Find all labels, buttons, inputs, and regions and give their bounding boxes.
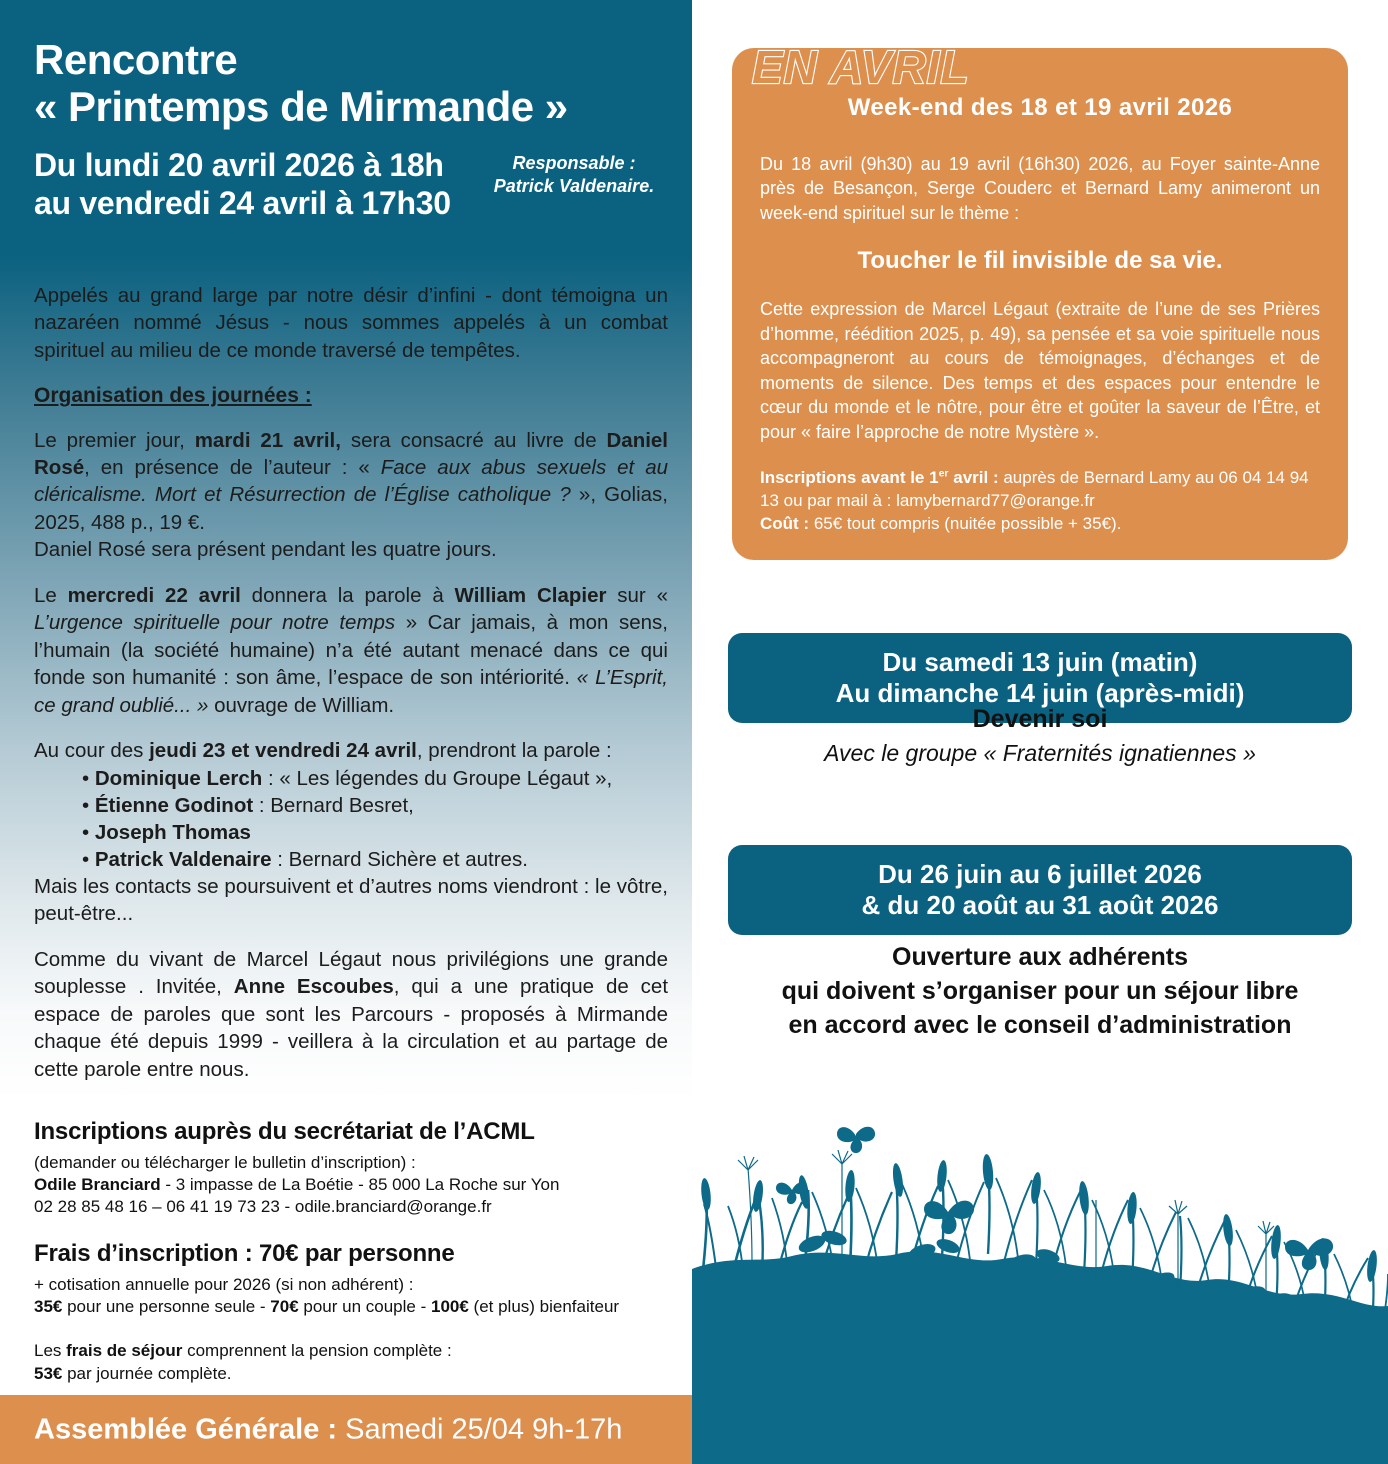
- fee-couple: 70€: [270, 1297, 299, 1317]
- day2-mid1: donnera la parole à: [240, 583, 455, 607]
- day34-dates: jeudi 23 et vendredi 24 avril: [149, 739, 417, 763]
- fees-note: + cotisation annuelle pour 2026 (si non adhérent) :: [34, 1275, 414, 1295]
- day2-post: ouvrage de William.: [208, 693, 395, 717]
- pill2-line2: & du 20 août au 31 août 2026: [861, 890, 1219, 921]
- closing-post: , qui a une pratique de cet espace de paroles que sont les Parcours - proposés à Mirmande chaque été depuis 1999 - veillera à la circulation et au partage de cette parole entre nous.: [34, 975, 669, 1081]
- contact-phone-email: 02 28 85 48 16 – 06 41 19 73 23 - odile.branciard@orange.fr: [34, 1197, 492, 1217]
- assembly-footer-bar: [0, 1395, 692, 1464]
- intro-paragraph: Appelés au grand large par notre désir d’infini - dont témoigna un nazaréen nommé Jésus - nous sommes appelés à un combat spirituel au milieu de ce monde traversé de tempêtes.: [34, 284, 668, 362]
- june-event-group: Avec le groupe « Fraternités ignatiennes »: [824, 740, 1256, 766]
- title-line-2: « Printemps de Mirmande »: [34, 83, 568, 131]
- fees-tiers: [34, 1296, 668, 1318]
- speaker-name: Patrick Valdenaire: [94, 847, 272, 871]
- stay-price-text: par journée complète.: [62, 1363, 232, 1383]
- stay-fees: [34, 1340, 668, 1362]
- weekend-cost: [760, 512, 1320, 535]
- weekend-inscription: [760, 466, 1320, 512]
- page-title: [34, 36, 664, 130]
- assembly-label: Assemblée Générale :: [34, 1413, 338, 1445]
- day34-pre: Au cour des: [34, 739, 150, 763]
- list-item: [82, 819, 668, 846]
- right-column: [692, 0, 1388, 1464]
- day1-author: Daniel Rosé: [34, 428, 669, 479]
- cost-value: 65€ tout compris (nuitée possible + 35€).: [809, 514, 1122, 534]
- summer-line-3: en accord avec le conseil d’administration: [788, 1011, 1292, 1039]
- left-content: [0, 0, 692, 1395]
- speaker-detail: : « Les légendes du Groupe Légaut »,: [262, 766, 613, 790]
- fees-heading: Frais d’inscription : 70€ par personne: [34, 1240, 455, 1268]
- left-column: [0, 0, 692, 1464]
- day34-post: , prendront la parole :: [416, 739, 612, 763]
- day34-after: Mais les contacts se poursuivent et d’autres noms viendront : le vôtre, peut-être...: [34, 874, 668, 926]
- registration-contact: [34, 1174, 668, 1196]
- pill1-line2: Au dimanche 14 juin (après-midi): [835, 678, 1245, 709]
- day1-line2: Daniel Rosé sera présent pendant les quatre jours.: [34, 538, 497, 562]
- day34-intro: [34, 737, 668, 764]
- pill2-line1: Du 26 juin au 6 juillet 2026: [878, 859, 1202, 889]
- responsible-name: Patrick Valdenaire.: [493, 175, 655, 196]
- insc-sup: er: [938, 467, 949, 480]
- april-weekend-box: [732, 48, 1348, 560]
- list-item: [82, 765, 668, 792]
- day1-post: », Golias, 2025, 488 p., 19 €.: [34, 483, 668, 534]
- day1-pre: Le premier jour,: [34, 428, 195, 452]
- title-line-1: Rencontre: [34, 36, 238, 83]
- insc-rest: auprès de Bernard Lamy au 06 04 14 94 13 ou par mail à : lamybernard77@orange.fr: [760, 468, 1309, 511]
- weekend-paragraph-2: Cette expression de Marcel Légaut (extraite de l’une de ses Prières d’homme, réédition 2025, p. 49), sa pensée et sa voie spirituelle nous accompagneront au cours de témoignages, d’échanges et de moments de silence. Des temps et des espaces pour entendre le cœur du monde et le nôtre, pour être et goûter la saveur de l’Être, et pour « faire l’approche de notre Mystère ».: [760, 299, 1320, 442]
- dates-line-2: au vendredi 24 avril à 17h30: [34, 185, 451, 222]
- weekend-theme: Toucher le fil invisible de sa vie.: [857, 247, 1223, 275]
- day1-date: mardi 21 avril,: [194, 428, 341, 452]
- assembly-footer-text: [34, 1413, 622, 1446]
- insc-bold-b: avril :: [948, 468, 999, 488]
- closing-pre: Comme du vivant de Marcel Légaut nous privilégions une grande souplesse . Invitée,: [34, 947, 668, 999]
- grass-illustration: [692, 1094, 1388, 1464]
- june-event-details: [728, 705, 1352, 767]
- day2-speaker: William Clapier: [454, 583, 607, 607]
- day2-topic: L’urgence spirituelle pour notre temps: [34, 611, 396, 635]
- june-event-title: Devenir soi: [972, 705, 1108, 733]
- speakers-list: [34, 765, 668, 873]
- day1-book-title: Face aux abus sexuels et au cléricalisme. Mort et Résurrection de l’Église catholique ?: [34, 456, 668, 507]
- responsible-label: Responsable :: [512, 153, 636, 173]
- summer-line-1: Ouverture aux adhérents: [892, 943, 1188, 971]
- day2-pre: Le: [34, 583, 68, 607]
- responsible-block: [464, 152, 684, 197]
- summer-event-details: [728, 940, 1352, 1042]
- spacer: [34, 1318, 668, 1340]
- stay-pre: Les: [34, 1341, 67, 1361]
- stay-bold: frais de séjour: [66, 1341, 183, 1361]
- en-avril-heading: EN AVRIL: [752, 41, 970, 93]
- fee-benefactor: 100€: [430, 1297, 469, 1317]
- day2-mid3: » Car jamais, à mon sens, l’humain (la société humaine) n’a été autant menacé dans ce qui fonde son humanité : son âme, l’espace de son intériorité.: [34, 611, 668, 690]
- grass-svg: [692, 1094, 1388, 1464]
- butterfly-icon: [837, 1127, 875, 1153]
- dates-line-1: Du lundi 20 avril 2026 à 18h: [34, 147, 444, 184]
- left-body-text: [34, 282, 668, 1101]
- day2-date: mercredi 22 avril: [67, 583, 241, 607]
- stay-price-line: [34, 1363, 668, 1385]
- summer-line-2: qui doivent s’organiser pour un séjour libre: [781, 977, 1299, 1005]
- speaker-name: Étienne Godinot: [94, 793, 254, 817]
- day2-mid2: sur «: [606, 583, 668, 607]
- day1-paragraph: [34, 427, 668, 564]
- spacer: [34, 1218, 668, 1240]
- pill1-line1: Du samedi 13 juin (matin): [882, 647, 1198, 677]
- speaker-name: Dominique Lerch: [94, 766, 263, 790]
- fee-benefactor-text: (et plus) bienfaiteur: [468, 1297, 620, 1317]
- stay-price: 53€: [34, 1363, 63, 1383]
- registration-heading: Inscriptions auprès du secrétariat de l’ACML: [34, 1118, 535, 1145]
- weekend-title: Week-end des 18 et 19 avril 2026: [847, 94, 1233, 121]
- fee-couple-text: pour un couple -: [298, 1297, 431, 1317]
- list-item: [82, 792, 668, 819]
- speaker-name: Joseph Thomas: [94, 820, 251, 844]
- closing-guest: Anne Escoubes: [233, 975, 394, 999]
- registration-note: (demander ou télécharger le bulletin d’inscription) :: [34, 1153, 416, 1172]
- day2-paragraph: [34, 582, 668, 719]
- list-item: [82, 846, 668, 873]
- contact-address: - 3 impasse de La Boétie - 85 000 La Roche sur Yon: [160, 1175, 560, 1195]
- closing-paragraph: [34, 946, 668, 1083]
- day1-mid2: , en présence de l’auteur : «: [84, 456, 370, 479]
- weekend-paragraph: Du 18 avril (9h30) au 19 avril (16h30) 2026, au Foyer sainte-Anne près de Besançon, Serge Couderc et Bernard Lamy animeront un week-end spirituel sur le thème :: [760, 154, 1320, 223]
- contact-name: Odile Branciard: [34, 1175, 161, 1195]
- speaker-detail: : Bernard Sichère et autres.: [271, 847, 528, 871]
- registration-info: [34, 1118, 668, 1385]
- speaker-detail: : Bernard Besret,: [253, 793, 414, 817]
- day1-mid1: sera consacré au livre de: [340, 428, 607, 452]
- summer-dates-pill: [728, 845, 1352, 935]
- stay-post: comprennent la pension complète :: [182, 1341, 452, 1361]
- fee-single-text: pour une personne seule -: [62, 1297, 271, 1317]
- insc-bold-a: Inscriptions avant le 1: [760, 468, 939, 488]
- section-title-organisation: Organisation des journées :: [34, 384, 312, 408]
- cost-label: Coût :: [760, 514, 810, 534]
- assembly-date: Samedi 25/04 9h-17h: [337, 1413, 623, 1445]
- fee-single: 35€: [34, 1297, 63, 1317]
- day2-book: « L’Esprit, ce grand oublié... »: [34, 666, 668, 717]
